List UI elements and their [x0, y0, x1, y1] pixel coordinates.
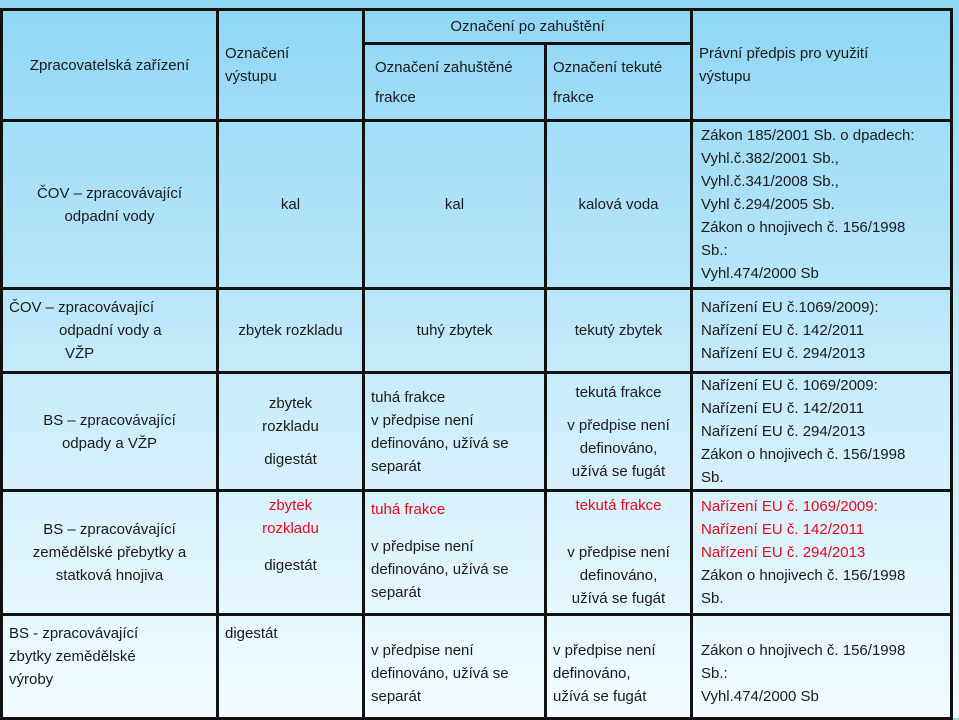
liquid-cell: tekutá frakce v předpise není definováno, užívá se fugát — [546, 491, 692, 615]
law-cell: Nařízení EU č. 1069/2009: Nařízení EU č. 142/2011 Nařízení EU č. 294/2013 Zákon o hnojivech č. 156/1998 Sb. — [692, 491, 952, 615]
table-row — [2, 121, 952, 289]
facility-cell: BS - zpracovávající zbytky zemědělské výroby — [2, 615, 218, 719]
output-cell: digestát — [218, 615, 364, 719]
law-cell: Nařízení EU č. 1069/2009: Nařízení EU č. 142/2011 Nařízení EU č. 294/2013 Zákon o hnojivech č. 156/1998 Sb. — [692, 373, 952, 491]
header-group: Označení po zahuštění — [364, 10, 692, 44]
table-row — [2, 289, 952, 373]
output-cell: kal — [218, 121, 364, 289]
liquid-cell: tekutá frakce v předpise není definováno, užívá se fugát — [546, 373, 692, 491]
output-cell: zbytek rozkladu — [218, 289, 364, 373]
facility-cell: BS – zpracovávající zemědělské přebytky a statková hnojiva — [2, 491, 218, 615]
header-law: Právní předpis pro využití výstupu — [692, 10, 952, 121]
thick-cell: tuhá frakce v předpise není definováno, užívá se separát — [364, 373, 546, 491]
law-cell: Zákon o hnojivech č. 156/1998 Sb.: Vyhl.474/2000 Sb — [692, 615, 952, 719]
output-cell: zbytek rozkladu digestát — [218, 491, 364, 615]
output-cell: zbytek rozkladu digestát — [218, 373, 364, 491]
law-cell: Nařízení EU č.1069/2009): Nařízení EU č. 142/2011 Nařízení EU č. 294/2013 — [692, 289, 952, 373]
thick-cell: v předpise není definováno, užívá se separát — [364, 615, 546, 719]
thick-cell: tuhá frakce v předpise není definováno, užívá se separát — [364, 491, 546, 615]
header-output: Označení výstupu — [218, 10, 364, 121]
facility-cell: ČOV – zpracovávající odpadní vody — [2, 121, 218, 289]
header-facility: Zpracovatelská zařízení — [2, 10, 218, 121]
facility-cell: BS – zpracovávající odpady a VŽP — [2, 373, 218, 491]
facility-cell: ČOV – zpracovávající odpadní vody a VŽP — [2, 289, 218, 373]
table-row — [2, 373, 952, 491]
regulation-table — [0, 8, 953, 720]
liquid-cell: v předpise není definováno, užívá se fugát — [546, 615, 692, 719]
liquid-cell: kalová voda — [546, 121, 692, 289]
law-cell: Zákon 185/2001 Sb. o dpadech: Vyhl.č.382/2001 Sb., Vyhl.č.341/2008 Sb., Vyhl č.294/2005 Sb. Zákon o hnojivech č. 156/1998 Sb.: Vyhl.474/2000 Sb — [692, 121, 952, 289]
header-thick-fraction: Označení zahuštěné frakce — [364, 44, 546, 121]
header-liquid-fraction: Označení tekuté frakce — [546, 44, 692, 121]
thick-cell: tuhý zbytek — [364, 289, 546, 373]
thick-cell: kal — [364, 121, 546, 289]
table-row — [2, 491, 952, 615]
liquid-cell: tekutý zbytek — [546, 289, 692, 373]
table-row — [2, 615, 952, 719]
